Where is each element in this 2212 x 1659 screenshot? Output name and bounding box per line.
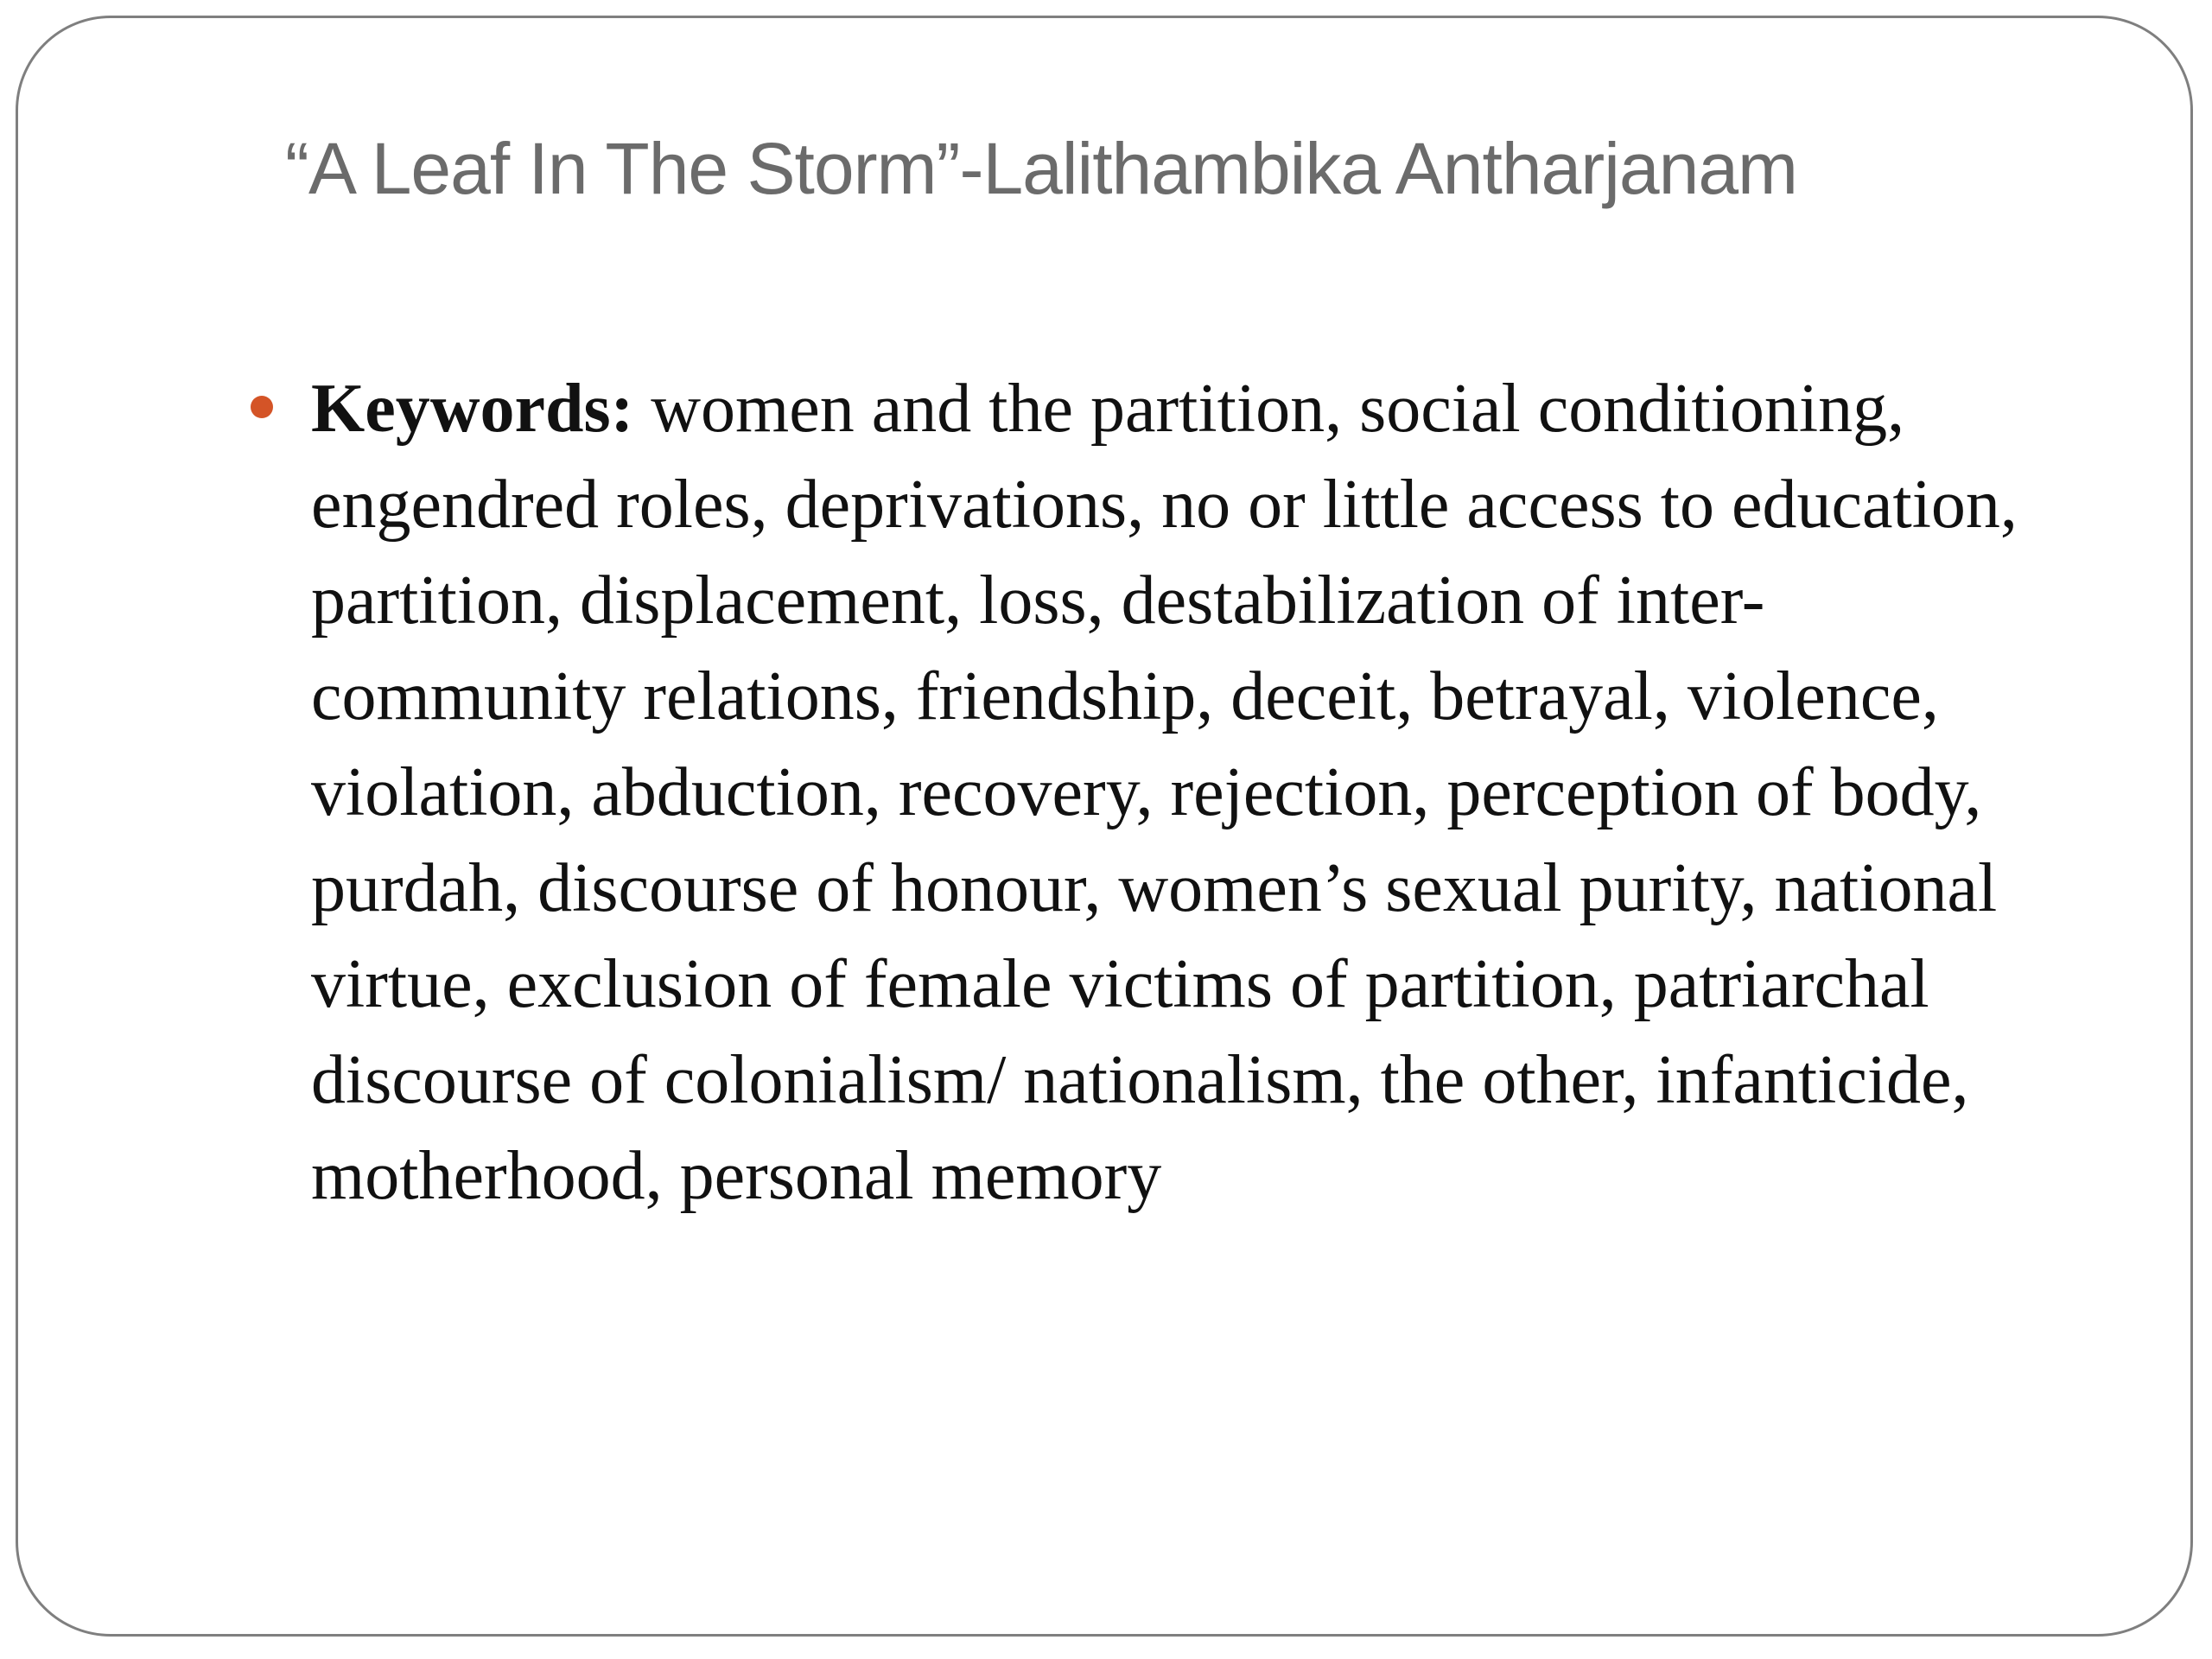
slide-content xyxy=(246,361,2069,1224)
keywords-label: Keywords: xyxy=(311,371,634,447)
bullet-dot-icon xyxy=(251,396,273,418)
keywords-bullet xyxy=(246,361,2069,1224)
keywords-text: women and the partition, social conditioning, engendred roles, deprivations, no or little access to education, partition, displacement, loss, destabilization of inter-community relations, friendship, deceit, betrayal, violence, violation, abduction, recovery, rejection, perception of body, purdah, discourse of honour, women’s sexual purity, national virtue, exclusion of female victims of partition, patriarchal discourse of colonialism/ nationalism, the other, infanticide, motherhood, personal memory xyxy=(311,371,2018,1214)
slide-title: “A Leaf In The Storm”-Lalithambika Antharjanam xyxy=(285,128,1798,209)
